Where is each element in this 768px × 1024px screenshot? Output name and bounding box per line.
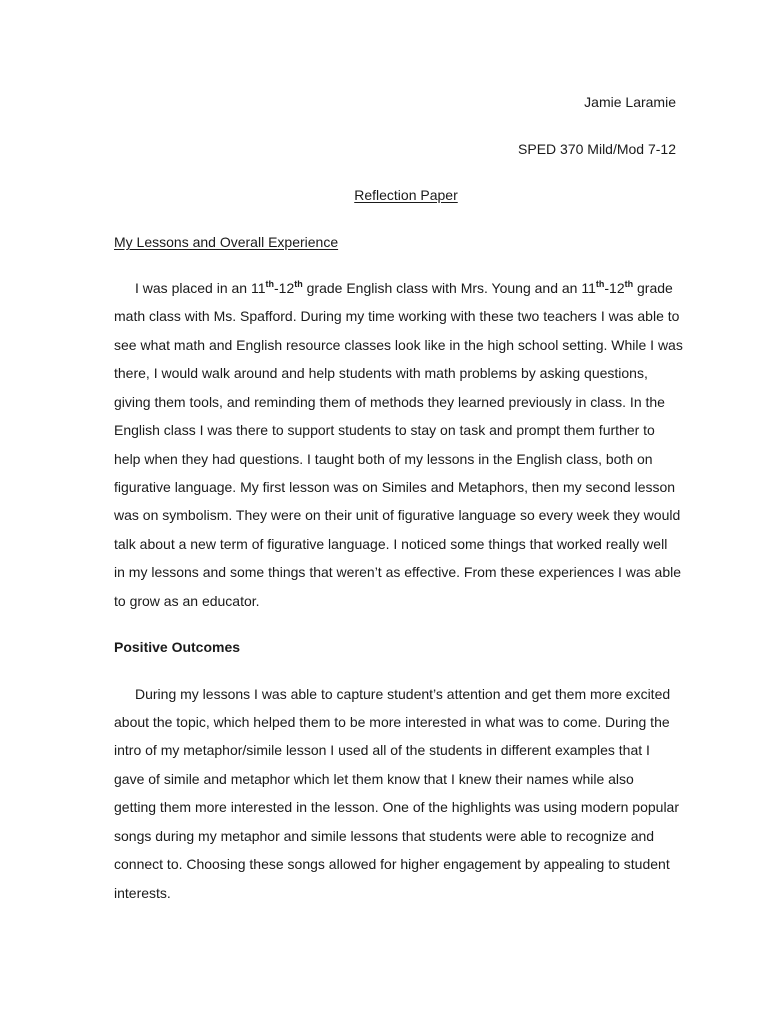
- ordinal-suffix: th: [265, 279, 274, 289]
- line-text: I was placed in an 11: [135, 280, 266, 296]
- paragraph-line: math class with Ms. Spafford. During my time working with these two teachers I was able to: [114, 308, 680, 324]
- paragraph-line: gave of simile and metaphor which let them know that I knew their names while also: [114, 771, 634, 787]
- section-heading-lessons: My Lessons and Overall Experience: [114, 234, 339, 250]
- paragraph-line: see what math and English resource classes look like in the high school setting. While I was: [114, 337, 683, 353]
- paragraph-line: intro of my metaphor/simile lesson I used all of the students in different examples that I: [114, 742, 650, 758]
- paragraph-line: about the topic, which helped them to be more interested in what was to come. During the: [114, 714, 670, 730]
- paper-title: Reflection Paper: [354, 187, 458, 203]
- paragraph-line: was on symbolism. They were on their unit of figurative language so every week they would: [114, 507, 681, 523]
- line-text: -12: [604, 280, 625, 296]
- paragraph-line: interests.: [114, 885, 171, 901]
- paragraph-line: English class I was there to support students to stay on task and prompt them further to: [114, 422, 655, 438]
- paragraph-line: getting them more interested in the lesson. One of the highlights was using modern popular: [114, 799, 679, 815]
- paragraph-first-line: [135, 280, 673, 296]
- line-text: grade English class with Mrs. Young and an 11: [302, 280, 596, 296]
- paragraph-line: giving them tools, and reminding them of methods they learned previously in class. In the: [114, 394, 665, 410]
- ordinal-suffix: th: [294, 279, 303, 289]
- line-text: -12: [274, 280, 295, 296]
- paragraph-line: to grow as an educator.: [114, 593, 260, 609]
- paragraph-line: songs during my metaphor and simile lessons that students were able to recognize and: [114, 828, 655, 844]
- author-name: Jamie Laramie: [584, 94, 676, 110]
- ordinal-suffix: th: [624, 279, 634, 289]
- paragraph-line: talk about a new term of figurative language. I noticed some things that worked really well: [114, 536, 668, 552]
- paragraph-line: During my lessons I was able to capture student’s attention and get them more excited: [135, 686, 671, 702]
- ordinal-suffix: th: [595, 279, 605, 289]
- paragraph-line: there, I would walk around and help students with math problems by asking questions,: [114, 365, 648, 381]
- section-heading-positive-outcomes: Positive Outcomes: [114, 639, 241, 655]
- paragraph-line: help when they had questions. I taught both of my lessons in the English class, both on: [114, 451, 653, 467]
- line-text: grade: [633, 280, 673, 296]
- course-name: SPED 370 Mild/Mod 7-12: [518, 141, 676, 157]
- paragraph-line: in my lessons and some things that weren’t as effective. From these experiences I was able: [114, 564, 682, 580]
- paragraph-line: figurative language. My first lesson was on Similes and Metaphors, then my second lesson: [114, 479, 676, 495]
- paragraph-line: connect to. Choosing these songs allowed for higher engagement by appealing to student: [114, 856, 670, 872]
